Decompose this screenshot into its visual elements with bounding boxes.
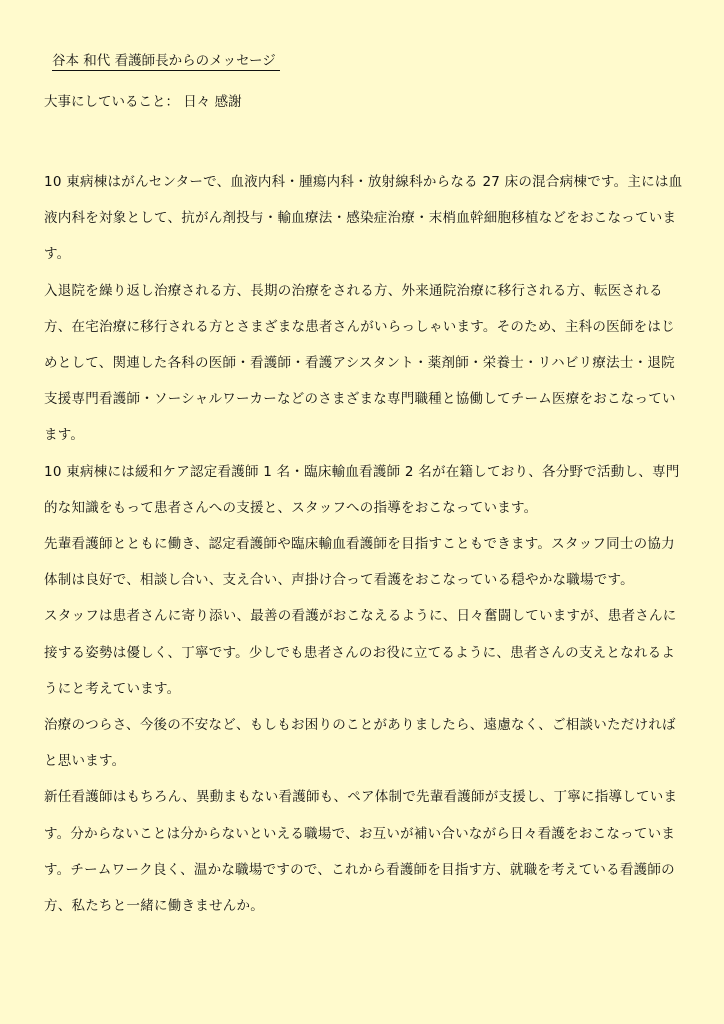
document-body — [44, 164, 684, 924]
paragraph: 治療のつらさ、今後の不安など、もしもお困りのことがありましたら、遠慮なく、ご相談いただければと思います。 — [44, 717, 676, 770]
document-subtitle: 大事にしていること： 日々 感謝 — [44, 94, 242, 110]
paragraph: 新任看護師はもちろん、異動まもない看護師も、ペア体制で先輩看護師が支援し、丁寧に指導しています。分からないことは分からないといえる職場で、お互いが補い合いながら日々看護をおこなっています。チームワーク良く、温かな職場ですので、これから看護師を目指す方、就職を考えている看護師の方、私たちと一緒に働きませんか。 — [44, 789, 678, 915]
paragraph: 10 東病棟はがんセンターで、血液内科・腫瘍内科・放射線科からなる 27 床の混合病棟です。主には血液内科を対象として、抗がん剤投与・輸血療法・感染症治療・末梢血幹細胞移植などをおこなっています。 — [44, 174, 683, 263]
paragraph: スタッフは患者さんに寄り添い、最善の看護がおこなえるように、日々奮闘していますが、患者さんに接する姿勢は優しく、丁寧です。少しでも患者さんのお役に立てるように、患者さんの支えとなれるようにと考えています。 — [44, 608, 677, 697]
paragraph: 先輩看護師とともに働き、認定看護師や臨床輸血看護師を目指すこともできます。スタッフ同士の協力体制は良好で、相談し合い、支え合い、声掛け合って看護をおこなっている穏やかな職場です。 — [44, 536, 675, 589]
paragraph: 10 東病棟には緩和ケア認定看護師 1 名・臨床輸血看護師 2 名が在籍しており、各分野で活動し、専門的な知識をもって患者さんへの支援と、スタッフへの指導をおこなっています。 — [44, 463, 680, 516]
document-title: 谷本 和代 看護師長からのメッセージ — [52, 52, 280, 71]
paragraph: 入退院を繰り返し治療される方、長期の治療をされる方、外来通院治療に移行される方、転医される方、在宅治療に移行される方とさまざまな患者さんがいらっしゃいます。そのため、主科の医師をはじめとして、関連した各科の医師・看護師・看護アシスタント・薬剤師・栄養士・リハビリ療法士・退院支援専門看護師・ソーシャルワーカーなどのさまざまな専門職種と協働してチーム医療をおこなっています。 — [44, 282, 676, 444]
